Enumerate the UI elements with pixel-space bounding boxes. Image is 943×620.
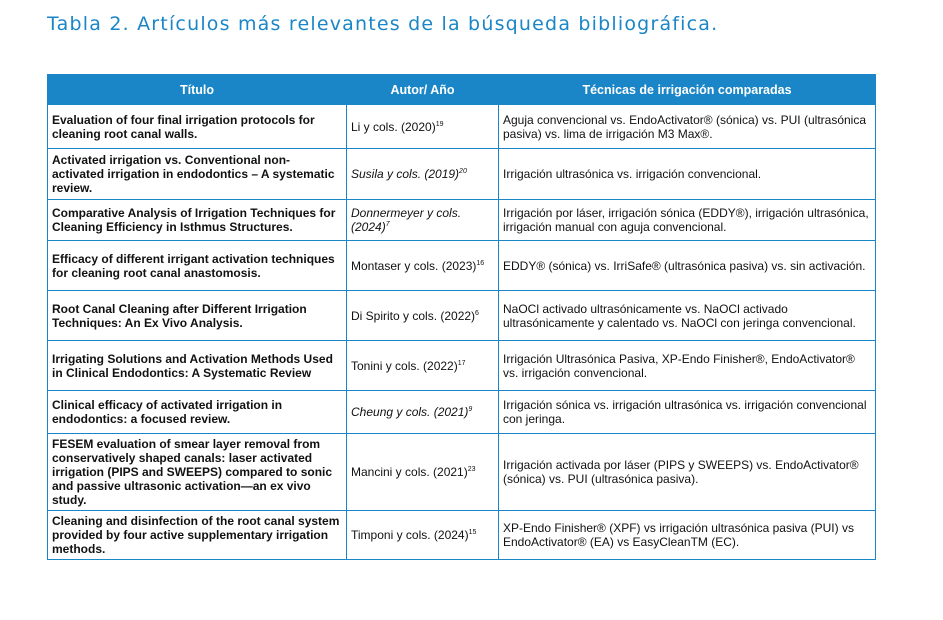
author-text: Timponi y cols. (2024) xyxy=(351,528,469,542)
header-row xyxy=(48,75,876,105)
author-text: Mancini y cols. (2021) xyxy=(351,465,468,479)
table-row xyxy=(48,149,876,200)
irrigation-techniques: Irrigación sónica vs. irrigación ultrasónica vs. irrigación convencional con jeringa. xyxy=(499,391,876,434)
author-text: Li y cols. (2020) xyxy=(351,119,436,134)
references-table xyxy=(47,74,876,560)
table-row xyxy=(48,105,876,149)
irrigation-techniques: Irrigación Ultrasónica Pasiva, XP-Endo Finisher®, EndoActivator® vs. irrigación convencional. xyxy=(499,341,876,391)
irrigation-techniques: Aguja convencional vs. EndoActivator® (sónica) vs. PUI (ultrasónica pasiva) vs. lima de irrigación M3 Max®. xyxy=(499,105,876,149)
author-year xyxy=(347,200,499,241)
reference-number: 16 xyxy=(476,259,485,267)
irrigation-techniques: Irrigación ultrasónica vs. irrigación convencional. xyxy=(499,149,876,200)
article-title: Comparative Analysis of Irrigation Techniques for Cleaning Efficiency in Isthmus Structures. xyxy=(48,200,347,241)
irrigation-techniques: Irrigación activada por láser (PIPS y SWEEPS) vs. EndoActivator® (sónica) vs. PUI (ultrasónica pasiva). xyxy=(499,434,876,511)
article-title: Irrigating Solutions and Activation Methods Used in Clinical Endodontics: A Systematic Review xyxy=(48,341,347,391)
article-title: FESEM evaluation of smear layer removal from conservatively shaped canals: laser activated irrigation (PIPS and SWEEPS) compared to sonic and passive ultrasonic activation—an ex vivo study. xyxy=(48,434,347,511)
author-text: Montaser y cols. (2023) xyxy=(351,258,477,273)
article-title: Evaluation of four final irrigation protocols for cleaning root canal walls. xyxy=(48,105,347,149)
table-title: Tabla 2. Artículos más relevantes de la búsqueda bibliográfica. xyxy=(47,13,719,35)
table-row xyxy=(48,511,876,560)
author-text: Cheung y cols. (2021) xyxy=(351,405,469,419)
article-title: Root Canal Cleaning after Different Irrigation Techniques: An Ex Vivo Analysis. xyxy=(48,291,347,341)
author-text: Tonini y cols. (2022) xyxy=(351,358,458,373)
article-title: Activated irrigation vs. Conventional non-activated irrigation in endodontics – A systematic review. xyxy=(48,149,347,200)
reference-number: 23 xyxy=(467,466,476,473)
reference-number: 15 xyxy=(468,529,477,536)
author-text: Di Spirito y cols. (2022) xyxy=(351,308,476,323)
author-year xyxy=(347,105,499,149)
author-year xyxy=(347,391,499,434)
reference-number: 19 xyxy=(435,120,444,128)
article-title: Cleaning and disinfection of the root canal system provided by four active supplementary irrigation methods. xyxy=(48,511,347,560)
column-header-title: Título xyxy=(48,75,347,105)
reference-number: 20 xyxy=(459,168,467,175)
author-year xyxy=(347,511,499,560)
reference-number: 7 xyxy=(385,221,390,228)
author-text: Donnermeyer y cols. (2024) xyxy=(351,206,462,234)
column-header-author-year: Autor/ Año xyxy=(347,75,499,105)
author-year xyxy=(347,291,499,341)
irrigation-techniques: NaOCl activado ultrasónicamente vs. NaOCl activado ultrasónicamente y calentado vs. NaOCl con jeringa convencional. xyxy=(499,291,876,341)
column-header-techniques: Técnicas de irrigación comparadas xyxy=(499,75,876,105)
irrigation-techniques: Irrigación por láser, irrigación sónica (EDDY®), irrigación ultrasónica, irrigación manual con aguja convencional. xyxy=(499,200,876,241)
author-year xyxy=(347,434,499,511)
reference-number: 17 xyxy=(457,359,466,367)
reference-number: 9 xyxy=(468,406,473,413)
table-row xyxy=(48,291,876,341)
author-year xyxy=(347,241,499,291)
article-title: Clinical efficacy of activated irrigation in endodontics: a focused review. xyxy=(48,391,347,434)
table-row xyxy=(48,391,876,434)
table-row xyxy=(48,200,876,241)
table-row xyxy=(48,341,876,391)
table-row xyxy=(48,434,876,511)
irrigation-techniques: XP-Endo Finisher® (XPF) vs irrigación ultrasónica pasiva (PUI) vs EndoActivator® (EA) vs EasyCleanTM (EC). xyxy=(499,511,876,560)
author-year xyxy=(347,341,499,391)
author-year xyxy=(347,149,499,200)
article-title: Efficacy of different irrigant activation techniques for cleaning root canal anastomosis. xyxy=(48,241,347,291)
irrigation-techniques: EDDY® (sónica) vs. IrriSafe® (ultrasónica pasiva) vs. sin activación. xyxy=(499,241,876,291)
table-row xyxy=(48,241,876,291)
author-text: Susila y cols. (2019) xyxy=(351,167,460,181)
reference-number: 6 xyxy=(475,309,479,317)
